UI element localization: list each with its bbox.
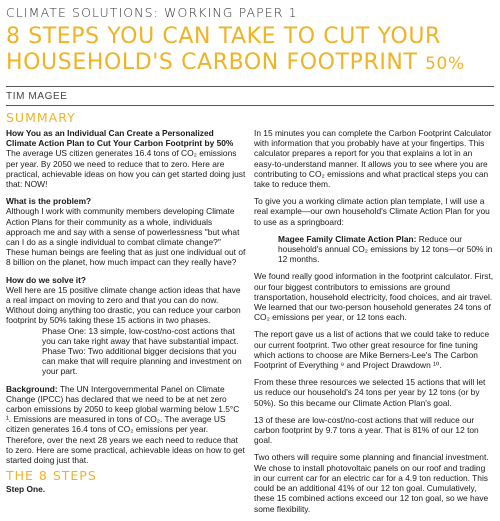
author-name: TIM MAGEE bbox=[6, 91, 68, 102]
phase-two: Phase Two: Two additional bigger decisions that you can make that will require planning and investment on your part. bbox=[42, 346, 242, 377]
family-plan-label: Magee Family Climate Action Plan: bbox=[278, 233, 417, 244]
step-one-label: Step One. bbox=[6, 484, 46, 494]
title-divider bbox=[6, 86, 494, 87]
right-para-2: To give you a working climate action plan template, I will use a real example—our own household's Climate Action Plan for you to use as a springboard: bbox=[254, 196, 490, 227]
paper-title bbox=[6, 24, 496, 77]
series-label: CLIMATE SOLUTIONS: WORKING PAPER 1 bbox=[6, 5, 298, 20]
title-line-2 bbox=[6, 50, 496, 77]
summary-heading: SUMMARY bbox=[6, 110, 76, 125]
solve-block bbox=[6, 275, 246, 326]
step-one-block bbox=[6, 484, 246, 494]
title-line-1: 8 STEPS YOU CAN TAKE TO CUT YOUR bbox=[6, 24, 441, 49]
solve-answer: Well here are 15 positive climate change action ideas that have a real impact on moving to zero and that you can do now. Without doing anything too drastic, you can reduce your carbon footprint by 50% taking these 15 actions in two phases. bbox=[6, 284, 241, 326]
problem-block bbox=[6, 196, 246, 267]
solve-question: How do we solve it? bbox=[6, 274, 87, 285]
right-para-7: Two others will require some planning and financial investment. We chose to install photovoltaic panels on our roof and trading in our current car for an electric car for a 4.9 ton reduction. This could be an additional 41% of our 12 ton goal. Cumulatively, these 15 combined actions exceed our 12 ton goal, so we have some flexibility. bbox=[254, 452, 489, 514]
family-plan bbox=[254, 234, 494, 265]
right-para-3: We found really good information in the footprint calculator. First, our four biggest contributors to emissions are ground transportation, household electricity, food choices, and air travel. We learned that our two-person household generates 24 tons of CO₂ emissions per year, or 12 tons each. bbox=[254, 271, 494, 323]
problem-answer: Although I work with community members developing Climate Action Plans for their community as a whole, individuals approach me and say with a sense of powerlessness "but what can I do as a single individual to combat climate change?" These human beings are feeling that as just one individual out of 8 billion on the planet, how much impact can they really have? bbox=[6, 206, 246, 268]
right-column bbox=[254, 128, 494, 521]
right-para-6: 13 of these are low-cost/no-cost actions that will reduce our carbon footprint by 9.7 tons a year. That is 81% of our 12 ton goal. bbox=[254, 414, 479, 446]
steps-heading: THE 8 STEPS bbox=[6, 468, 97, 483]
problem-question: What is the problem? bbox=[6, 196, 92, 207]
title-percent: 50% bbox=[425, 54, 465, 74]
right-para-5: From these three resources we selected 15 actions that will let us reduce our household's 24 tons per year by 12 tons (or by 50%). So this became our Climate Action Plan's goal. bbox=[254, 377, 486, 408]
background-block bbox=[6, 384, 246, 466]
left-column bbox=[6, 128, 246, 472]
background-label: Background: bbox=[6, 383, 58, 394]
intro-block bbox=[6, 128, 246, 189]
right-para-1: In 15 minutes you can complete the Carbon Footprint Calculator with information that you probably have at your fingertips. This calculator prepares a report for you that explains a lot in an easy-to-understand manner. It allows you to see where you are contributing to CO₂ emissions and what practical steps you can take to reduce them. bbox=[254, 128, 492, 190]
right-para-4: The report gave us a list of actions that we could take to reduce our current footprint. Two other great resource for fine tuning which actions to choose are Mike Berners-Lee's The Carbon Footprint of Everything ⁹ and Project Drawdown ¹⁰. bbox=[254, 329, 490, 371]
family-plan-text: Reduce our household's annual CO₂ emissions by 12 tons—or 50% in 12 months. bbox=[278, 233, 493, 265]
title-line-2-text: HOUSEHOLD'S CARBON FOOTPRINT bbox=[6, 50, 418, 75]
phase-one: Phase One: 13 simple, low-cost/no-cost actions that you can take right away that have substantial impact. bbox=[42, 325, 239, 346]
intro-question: How You as an Individual Can Create a Personalized Climate Action Plan to Cut Your Carbon Footprint by 50% bbox=[6, 128, 234, 149]
background-text: The UN Intergovernmental Panel on Climate Change (IPCC) has declared that we need to be at net zero carbon emissions by 2050 to keep global warming below 1.5°C ¹. Emissions are measured in tons of CO₂. The average US citizen generates 16.4 tons of CO₂ emissions per year. Therefore, over the next 28 years we each need to reduce that to zero. Here are some practical, achievable ideas on how to get started doing just that. bbox=[6, 383, 245, 466]
intro-answer: The average US citizen generates 16.4 tons of CO₂ emissions per year. By 2050 we need to reduce that to zero. Here are practical, achievable ideas on how you can get started doing just that: NOW! bbox=[6, 148, 246, 190]
author-divider bbox=[6, 105, 494, 106]
